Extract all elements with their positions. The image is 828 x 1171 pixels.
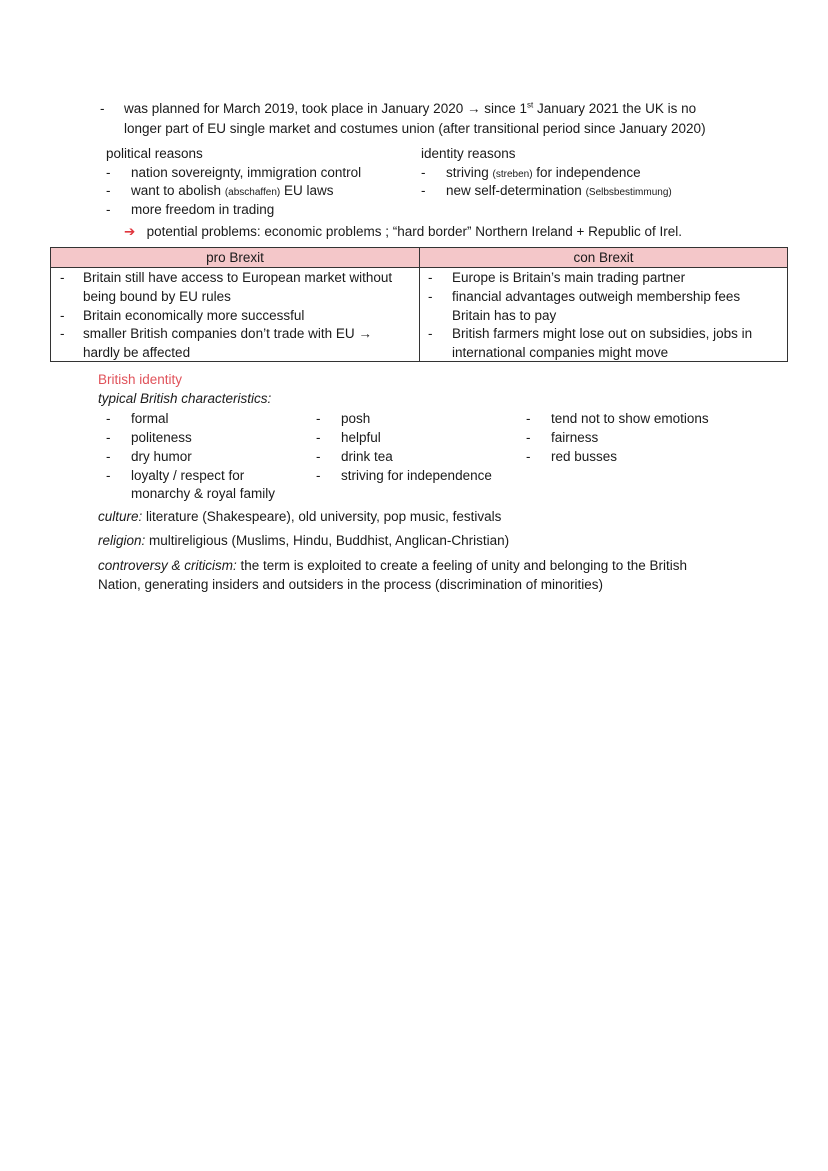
identity-item-2 <box>446 181 672 202</box>
col2-dash-3: - <box>316 449 321 464</box>
col2-item-4: striving for independence <box>341 468 492 483</box>
culture-line <box>98 507 501 526</box>
identity-item-1-b: for independence <box>532 165 641 180</box>
col3-item-3: red busses <box>551 449 618 464</box>
identity-dash-2: - <box>421 183 426 198</box>
con-line-3: Britain has to pay <box>452 308 557 323</box>
con-brexit-header: con Brexit <box>573 250 634 265</box>
british-identity-heading: British identity <box>98 372 183 387</box>
pro-line-2: being bound by EU rules <box>83 289 231 304</box>
pro-dash-2: - <box>60 308 65 323</box>
controversy-label: controversy & criticism: <box>98 558 237 573</box>
con-line-1: Europe is Britain’s main trading partner <box>452 270 686 285</box>
col1-item-1: formal <box>131 411 169 426</box>
political-item-2 <box>131 181 333 202</box>
col3-dash-3: - <box>526 449 531 464</box>
problems-line <box>124 222 682 241</box>
religion-text: multireligious (Muslims, Hindu, Buddhist, Anglican-Christian) <box>145 533 510 548</box>
con-dash-1: - <box>428 270 433 285</box>
characteristics-subheading: typical British characteristics: <box>98 391 272 406</box>
religion-label: religion: <box>98 533 146 548</box>
con-line-2: financial advantages outweigh membership fees <box>452 289 741 304</box>
con-line-4: British farmers might lose out on subsidies, jobs in <box>452 326 753 341</box>
pro-line-3: Britain economically more successful <box>83 308 305 323</box>
pro-line-1: Britain still have access to European market without <box>83 270 393 285</box>
identity-item-2-a: new self-determination <box>446 183 586 198</box>
col3-item-2: fairness <box>551 430 599 445</box>
religion-line <box>98 531 509 550</box>
brexit-table <box>50 247 788 362</box>
pro-line-4: smaller British companies don’t trade with EU → <box>83 326 372 341</box>
intro-text-b: since 1 <box>480 101 527 116</box>
identity-item-1-note: (streben) <box>492 169 533 180</box>
col1-dash-2: - <box>106 430 111 445</box>
col1-dash-1: - <box>106 411 111 426</box>
col3-dash-1: - <box>526 411 531 426</box>
pro-dash-1: - <box>60 270 65 285</box>
pro-line-5: hardly be affected <box>83 345 191 360</box>
identity-item-1-a: striving <box>446 165 493 180</box>
intro-line-1 <box>124 99 696 118</box>
pro-brexit-header: pro Brexit <box>206 250 264 265</box>
col1-dash-3: - <box>106 449 111 464</box>
political-dash-2: - <box>106 183 111 198</box>
col1-item-3: dry humor <box>131 449 192 464</box>
intro-line-2: longer part of EU single market and costumes union (after transitional period since January 2020) <box>124 121 706 136</box>
intro-dash: - <box>100 101 105 116</box>
con-line-5: international companies might move <box>452 345 669 360</box>
controversy-text-1: the term is exploited to create a feeling of unity and belonging to the British <box>236 558 688 573</box>
con-dash-3: - <box>428 326 433 341</box>
identity-item-2-note: (Selbsbestimmung) <box>585 187 672 198</box>
culture-label: culture: <box>98 509 143 524</box>
con-dash-2: - <box>428 289 433 304</box>
right-arrow-icon: → <box>466 101 481 116</box>
identity-dash-1: - <box>421 165 426 180</box>
col2-dash-2: - <box>316 430 321 445</box>
col3-item-1: tend not to show emotions <box>551 411 709 426</box>
political-item-2-text: want to abolish <box>131 183 225 198</box>
political-dash-1: - <box>106 165 111 180</box>
intro-sup: st <box>527 100 534 110</box>
problems-text: potential problems: economic problems ; “hard border” Northern Ireland + Republic of Irel. <box>146 224 682 239</box>
col2-dash-1: - <box>316 411 321 426</box>
col1-dash-4: - <box>106 468 111 483</box>
political-item-2-note: (abschaffen) <box>224 187 281 198</box>
col2-item-2: helpful <box>341 430 381 445</box>
controversy-line-2: Nation, generating insiders and outsiders in the process (discrimination of minorities) <box>98 577 603 592</box>
col1-item-5: monarchy & royal family <box>131 486 276 501</box>
col2-item-3: drink tea <box>341 449 393 464</box>
controversy-line-1 <box>98 556 687 575</box>
col3-dash-2: - <box>526 430 531 445</box>
col2-item-1: posh <box>341 411 371 426</box>
political-item-3: more freedom in trading <box>131 202 275 217</box>
intro-text-a: was planned for March 2019, took place in January 2020 <box>124 101 467 116</box>
pro-dash-3: - <box>60 326 65 341</box>
identity-heading: identity reasons <box>421 146 516 161</box>
political-item-2-tail: EU laws <box>280 183 334 198</box>
political-heading: political reasons <box>106 146 203 161</box>
culture-text: literature (Shakespeare), old university, pop music, festivals <box>142 509 502 524</box>
col1-item-4: loyalty / respect for <box>131 468 245 483</box>
political-item-1: nation sovereignty, immigration control <box>131 165 362 180</box>
arrow-right-icon: ➔ <box>124 224 136 239</box>
intro-text-c: January 2021 the UK is no <box>533 101 697 116</box>
col2-dash-4: - <box>316 468 321 483</box>
political-dash-3: - <box>106 202 111 217</box>
col1-item-2: politeness <box>131 430 192 445</box>
